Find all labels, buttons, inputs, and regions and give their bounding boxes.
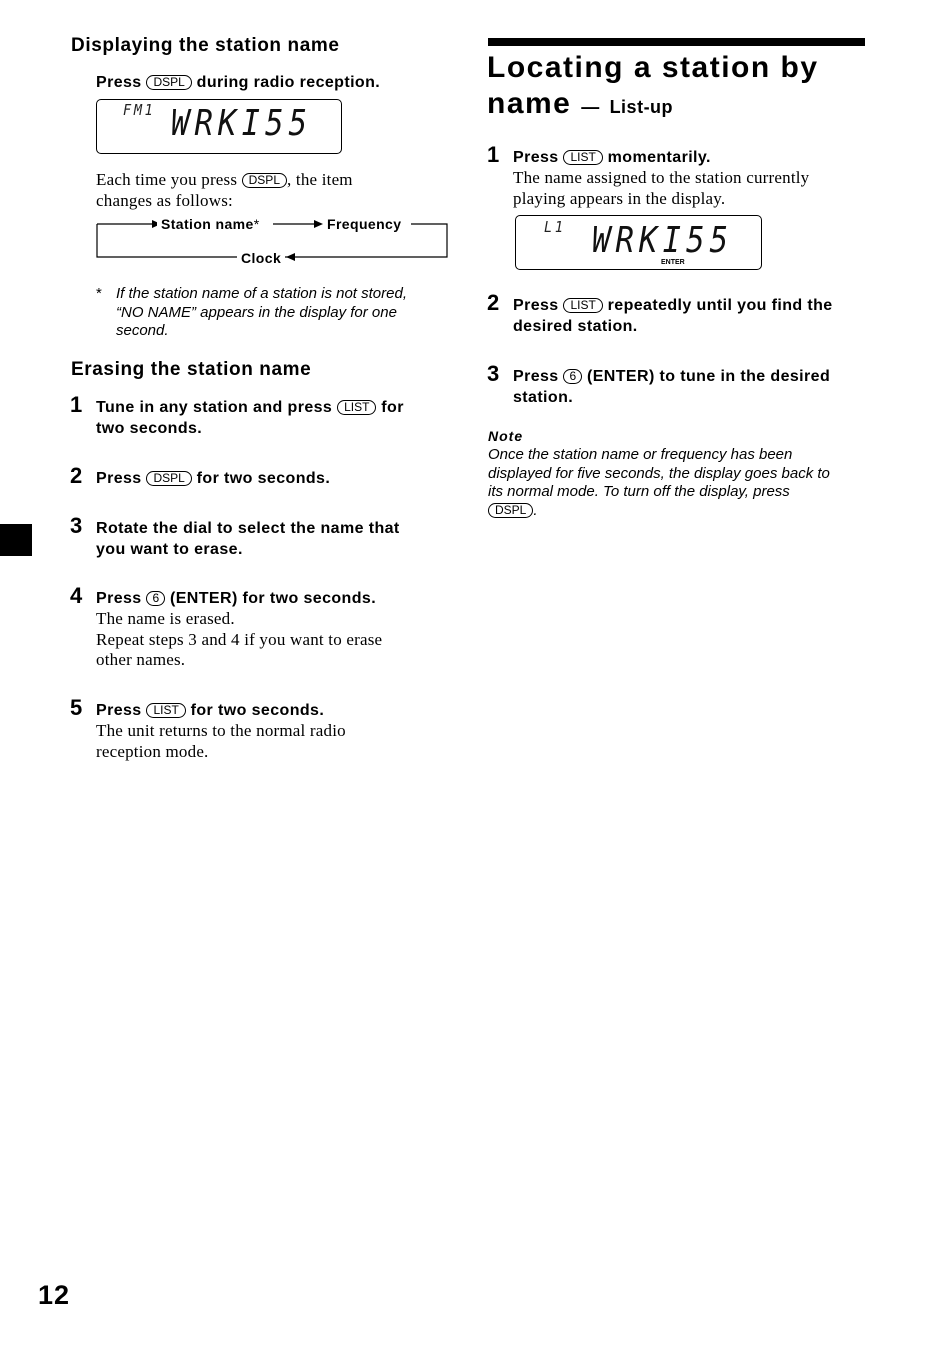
listup-step-3	[513, 366, 830, 408]
lcd-list-tag: L1	[544, 218, 566, 236]
section-rule	[488, 38, 865, 46]
list-key-icon: LIST	[563, 150, 602, 165]
step-text: for	[381, 399, 404, 416]
lcd-enter-indicator: ENTER	[661, 259, 685, 266]
step-text: Press	[513, 149, 559, 166]
step-number: 1	[487, 142, 500, 167]
body-line: The name is erased.	[96, 609, 235, 628]
footnote-line2: “NO NAME” appears in the display for one	[116, 303, 397, 321]
display-instruction	[96, 72, 380, 93]
step-text: for two seconds.	[190, 702, 325, 719]
listup-step-1	[513, 147, 711, 168]
step-text: (ENTER) to tune in the desired	[587, 368, 831, 385]
title-subtitle: List-up	[609, 97, 674, 117]
flow-clock: Clock	[237, 250, 285, 266]
page-section-title	[487, 50, 819, 125]
dspl-key-icon: DSPL	[146, 75, 191, 90]
step-text: Press	[96, 590, 142, 607]
preset-6-key-icon: 6	[146, 591, 165, 606]
body-line: playing appears in the display.	[513, 188, 726, 208]
press-rest: during radio reception.	[196, 74, 381, 91]
list-key-icon: LIST	[146, 703, 185, 718]
footnote-mark: *	[96, 285, 102, 302]
step-text: Rotate the dial to select the name that	[96, 520, 400, 537]
note-end: .	[533, 501, 538, 519]
step-text: Press	[513, 297, 559, 314]
step-number: 3	[487, 361, 500, 386]
note-body	[488, 446, 888, 520]
erase-step-4	[96, 588, 376, 609]
step-text: Press	[513, 368, 559, 385]
erase-step-3	[96, 518, 400, 560]
flow-station-name	[157, 216, 264, 232]
listup-step-2	[513, 295, 833, 337]
flow-item1: Station name	[161, 216, 254, 232]
lcd-band-label: FM1	[123, 101, 156, 119]
step-number: 3	[70, 513, 83, 538]
lcd-station-name: WRKI55	[592, 220, 734, 261]
flow-frequency: Frequency	[323, 216, 405, 232]
body-line: other names.	[96, 650, 186, 669]
press-word: Press	[96, 74, 142, 91]
footnote	[96, 285, 456, 341]
note-label: Note	[488, 428, 524, 444]
note-line: Once the station name or frequency has been	[488, 446, 793, 463]
lcd-display-fm1	[96, 99, 342, 154]
list-key-icon: LIST	[337, 400, 376, 415]
section-title-erasing: Erasing the station name	[71, 359, 312, 380]
step-number: 1	[70, 392, 83, 417]
step-text: Tune in any station and press	[96, 399, 333, 416]
section-title-displaying: Displaying the station name	[71, 35, 340, 56]
step-text: desired station.	[513, 318, 638, 335]
note-line: displayed for five seconds, the display goes back to	[488, 464, 830, 482]
footnote-line3: second.	[116, 322, 169, 339]
body-line: reception mode.	[96, 741, 209, 761]
dspl-key-icon: DSPL	[242, 173, 287, 188]
body-line: The unit returns to the normal radio	[96, 721, 346, 740]
step-number: 2	[487, 290, 500, 315]
flow-star: *	[253, 216, 260, 232]
erase-step-5	[96, 700, 324, 721]
body-line: The name assigned to the station currently	[513, 168, 810, 187]
step-text: Press	[96, 702, 142, 719]
erase-step-2	[96, 468, 330, 489]
erase-step-4-body	[96, 609, 456, 671]
desc-pre: Each time you press	[96, 170, 238, 189]
dspl-key-icon: DSPL	[146, 471, 191, 486]
dspl-key-icon: DSPL	[488, 503, 533, 518]
step-text: momentarily.	[607, 149, 711, 166]
step-text: (ENTER) for two seconds.	[170, 590, 377, 607]
step-number: 2	[70, 463, 83, 488]
preset-6-key-icon: 6	[563, 369, 582, 384]
chapter-tab-marker	[0, 524, 32, 556]
erase-step-5-body	[96, 721, 456, 762]
lcd-display-list	[515, 215, 762, 270]
footnote-line1: If the station name of a station is not stored,	[116, 285, 407, 302]
step-text: you want to erase.	[96, 541, 243, 558]
step-text: two seconds.	[96, 420, 203, 437]
page-number: 12	[38, 1280, 71, 1310]
title-line2: name	[487, 87, 572, 120]
note-line: its normal mode. To turn off the display, press	[488, 483, 790, 500]
step-number: 4	[70, 583, 83, 608]
step-text: Press	[96, 470, 142, 487]
erase-step-1	[96, 397, 404, 439]
desc-post: , the item	[287, 170, 353, 189]
desc-line2: changes as follows:	[96, 190, 233, 210]
body-line: Repeat steps 3 and 4 if you want to erase	[96, 629, 383, 649]
step-text: for two seconds.	[196, 470, 331, 487]
step-text: station.	[513, 389, 574, 406]
step-number: 5	[70, 695, 83, 720]
dspl-description	[96, 170, 456, 211]
title-line1: Locating a station by	[487, 51, 819, 84]
list-key-icon: LIST	[563, 298, 602, 313]
listup-step-1-body	[513, 168, 873, 209]
title-dash: —	[581, 97, 600, 117]
lcd-station-name: WRKI55	[171, 103, 313, 144]
step-text: repeatedly until you find the	[607, 297, 833, 314]
